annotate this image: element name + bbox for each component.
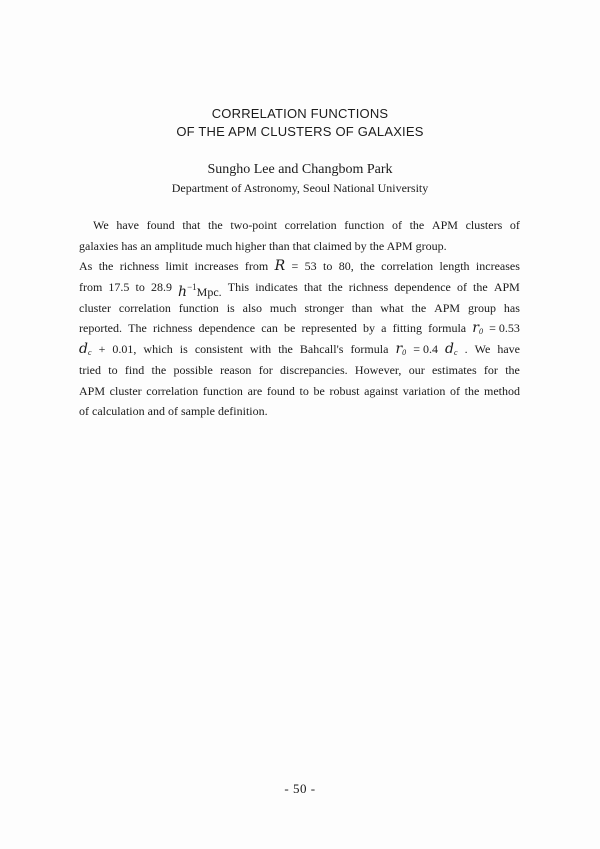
- math-symbol: [445, 339, 458, 360]
- abstract-word: also: [242, 300, 262, 315]
- math-symbol: [472, 318, 483, 339]
- abstract-word: found: [146, 218, 175, 232]
- abstract-line-1: [79, 215, 520, 236]
- abstract-line-6: [79, 318, 520, 339]
- abstract-word: length: [439, 259, 470, 274]
- abstract-word: the: [360, 259, 375, 274]
- abstract-word: a: [381, 321, 387, 336]
- abstract-word: However,: [354, 362, 402, 377]
- abstract-word: from: [79, 280, 103, 295]
- abstract-word: richness: [119, 259, 160, 274]
- math-base: r: [472, 320, 479, 337]
- abstract-word: can: [261, 321, 278, 336]
- affiliation: Department of Astronomy, Seoul National University: [171, 181, 429, 195]
- abstract-word: of: [450, 383, 461, 398]
- abstract-word: the: [278, 342, 293, 357]
- abstract-word: against: [364, 383, 399, 398]
- abstract-word: increases: [194, 259, 239, 274]
- math-base: d: [445, 341, 454, 358]
- abstract-word: R: [274, 258, 286, 275]
- abstract-word: reason: [220, 362, 252, 377]
- page-number: - 50 -: [284, 781, 316, 796]
- abstract-word: correlation: [146, 383, 199, 398]
- abstract-line-7: [79, 339, 520, 360]
- math-symbol: [79, 339, 92, 360]
- abstract-word: APM: [493, 280, 520, 295]
- abstract-word: 80,: [338, 259, 354, 274]
- abstract-word: the: [409, 218, 425, 232]
- abstract-word: by: [363, 321, 375, 336]
- abstract-word: represented: [301, 321, 357, 336]
- abstract-word: than: [351, 300, 373, 315]
- abstract-word: are: [247, 383, 263, 398]
- abstract-word: with: [249, 342, 272, 357]
- abstract-word: 17.5: [108, 280, 130, 295]
- abstract-word: fitting: [392, 321, 422, 336]
- abstract-word: 53: [304, 259, 317, 274]
- abstract-word: be: [313, 383, 325, 398]
- title-line-1: CORRELATION FUNCTIONS: [211, 106, 389, 121]
- abstract-word: richness: [348, 280, 389, 295]
- abstract-word: the: [464, 383, 480, 398]
- abstract-word: This: [227, 280, 250, 295]
- abstract-word: estimates: [431, 362, 477, 377]
- abstract-word: is: [226, 300, 235, 315]
- abstract-word: correlation: [381, 259, 434, 274]
- abstract-line-2: galaxies has an amplitude much higher than that claimed by the APM group.: [79, 238, 447, 253]
- abstract-word: to: [299, 383, 309, 398]
- math-base: r: [395, 341, 403, 358]
- abstract-line-4: [79, 277, 520, 301]
- abstract-word: .: [464, 342, 468, 357]
- abstract-word: the: [473, 280, 488, 295]
- abstract-word: is: [179, 342, 188, 357]
- abstract-word: to: [323, 259, 333, 274]
- math-subscript: 0: [402, 348, 407, 358]
- abstract-word: +: [98, 342, 106, 357]
- math-subscript: c: [87, 348, 92, 358]
- abstract-word: correlation: [118, 300, 171, 315]
- abstract-word: that: [182, 218, 201, 232]
- abstract-word: method: [483, 383, 520, 398]
- abstract-word: what: [380, 300, 404, 315]
- abstract-word: dependence: [198, 321, 256, 336]
- abstract-word: 0.01,: [112, 342, 137, 357]
- abstract-word: As: [79, 259, 93, 274]
- math-base: d: [79, 341, 88, 358]
- math-superscript: −1: [187, 282, 197, 293]
- abstract-word: to: [108, 362, 118, 377]
- abstract-word: much: [269, 300, 297, 315]
- abstract-word: found: [266, 383, 295, 398]
- h-inverse-mpc: [178, 277, 222, 301]
- abstract-word: Bahcall's: [299, 342, 344, 357]
- abstract-word: limit: [165, 259, 189, 274]
- abstract-word: have: [116, 218, 140, 232]
- abstract-word: clusters: [465, 218, 503, 232]
- abstract-word: group: [468, 300, 496, 315]
- abstract-word: APM: [434, 300, 461, 315]
- abstract-word: for: [483, 362, 498, 377]
- abstract-word: of: [456, 280, 467, 295]
- abstract-word: APM: [431, 218, 458, 232]
- abstract-word: Mpc.: [196, 285, 222, 300]
- abstract-word: cluster: [79, 300, 111, 315]
- abstract-word: stronger: [304, 300, 344, 315]
- abstract-word: formula: [428, 321, 467, 336]
- abstract-word: the: [505, 362, 520, 377]
- abstract-word: two-point: [230, 218, 277, 232]
- abstract-word: 28.9: [150, 280, 172, 295]
- abstract-word: tried: [79, 362, 101, 377]
- abstract-word: the: [98, 259, 114, 274]
- abstract-word: of: [509, 218, 520, 232]
- math-symbol: [395, 339, 406, 360]
- abstract-word: find: [124, 362, 145, 377]
- abstract: [79, 215, 520, 422]
- abstract-word: be: [284, 321, 296, 336]
- abstract-line-8: [79, 360, 520, 381]
- abstract-word: We: [474, 342, 491, 357]
- abstract-word: reported.: [79, 321, 122, 336]
- abstract-line-5: [79, 298, 520, 319]
- abstract-word: cluster: [109, 383, 142, 398]
- abstract-word: has: [503, 300, 520, 315]
- abstract-word: = 0.4: [413, 342, 438, 357]
- abstract-word: function: [178, 300, 219, 315]
- abstract-line-3: [79, 256, 520, 277]
- abstract-line-10: of calculation and of sample definition.: [79, 404, 268, 419]
- abstract-word: have: [497, 342, 520, 357]
- title-line-2: OF THE APM CLUSTERS OF GALAXIES: [176, 124, 424, 139]
- abstract-word: the: [411, 300, 427, 315]
- abstract-word: the: [328, 280, 343, 295]
- abstract-word: function: [344, 218, 385, 232]
- abstract-word: of: [391, 218, 402, 232]
- abstract-line-9: [79, 381, 520, 402]
- abstract-word: which: [143, 342, 173, 357]
- abstract-word: from: [244, 259, 269, 274]
- abstract-word: variation: [402, 383, 446, 398]
- abstract-word: indicates: [255, 280, 298, 295]
- abstract-word: correlation: [284, 218, 337, 232]
- abstract-word: formula: [350, 342, 389, 357]
- abstract-word: increases: [475, 259, 520, 274]
- abstract-word: that: [303, 280, 322, 295]
- abstract-word: to: [135, 280, 145, 295]
- abstract-word: the: [207, 218, 223, 232]
- abstract-word: dependence: [394, 280, 451, 295]
- abstract-word: discrepancies.: [280, 362, 348, 377]
- math-subscript: 0: [479, 327, 483, 337]
- abstract-word: The: [128, 321, 147, 336]
- abstract-word: function: [202, 383, 243, 398]
- abstract-word: the: [151, 362, 167, 377]
- abstract-word: APM: [79, 383, 106, 398]
- abstract-word: possible: [173, 362, 213, 377]
- abstract-word: = 0.53: [489, 321, 520, 336]
- abstract-word: =: [291, 259, 299, 274]
- abstract-word: consistent: [194, 342, 243, 357]
- abstract-word: our: [408, 362, 425, 377]
- abstract-word: for: [258, 362, 273, 377]
- math-subscript: c: [453, 348, 458, 358]
- math-base: h: [178, 284, 188, 301]
- abstract-word: robust: [329, 383, 360, 398]
- authors: Sungho Lee and Changbom Park: [207, 162, 393, 177]
- abstract-word: richness: [152, 321, 193, 336]
- abstract-word: We: [93, 218, 109, 232]
